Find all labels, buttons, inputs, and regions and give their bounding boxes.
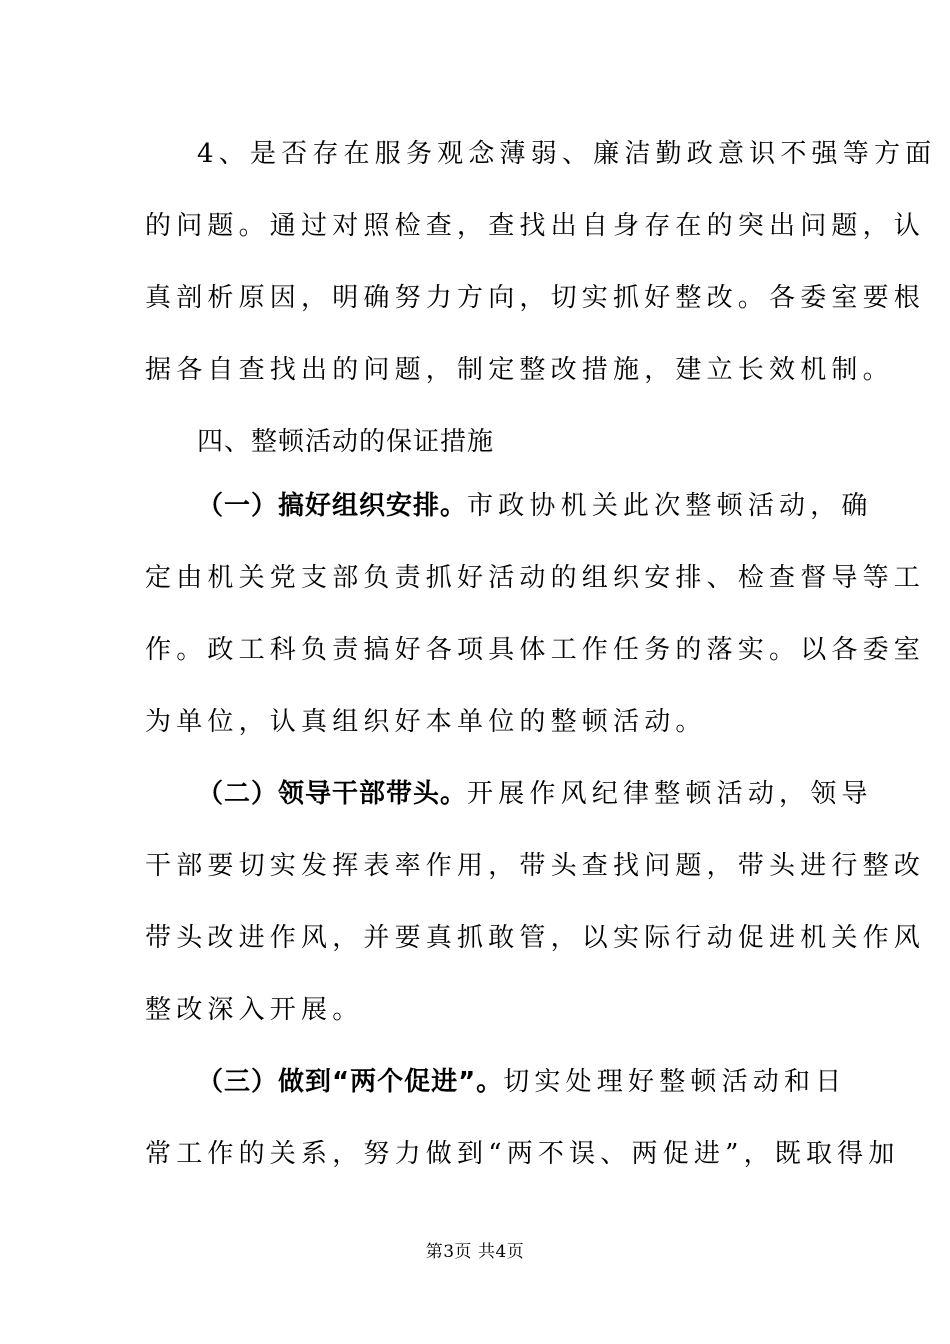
subsection-title: （一）搞好组织安排。 [197,491,468,521]
section-heading: 四、整顿活动的保证措施 [197,427,495,457]
paragraph-text: 市政协机关此次整顿活动，确 [467,491,873,521]
paragraph-line: 带头改进作风，并要真抓敢管，以实际行动促进机关作风 [145,923,926,953]
paragraph-line: 4、是否存在服务观念薄弱、廉洁勤政意识不强等方面 [197,139,937,169]
paragraph-text: 开展作风纪律整顿活动，领导 [467,779,873,809]
paragraph-first-line [197,776,873,812]
paragraph-line: 干部要切实发挥表率作用，带头查找问题，带头进行整改 [145,851,926,881]
paragraph-text: 切实处理好整顿活动和日 [503,1067,847,1097]
subsection-title: （三）做到“两个促进”。 [197,1067,504,1097]
paragraph-line: 的问题。通过对照检查，查找出自身存在的突出问题，认 [145,211,926,241]
paragraph-line: 为单位，认真组织好本单位的整顿活动。 [145,707,707,737]
subsection-title: （二）领导干部带头。 [197,779,468,809]
paragraph-line: 常工作的关系，努力做到“两不误、两促进”，既取得加 [145,1139,900,1169]
paragraph-line: 作。政工科负责搞好各项具体工作任务的落实。以各委室 [145,635,926,665]
paragraph-line: 定由机关党支部负责抓好活动的组织安排、检查督导等工 [145,563,926,593]
page-number-footer: 第3页 共4页 [425,1242,525,1262]
paragraph-line: 整改深入开展。 [145,995,364,1025]
paragraph-first-line [197,488,873,524]
paragraph-line: 据各自查找出的问题，制定整改措施，建立长效机制。 [145,355,894,385]
paragraph-first-line [197,1064,847,1100]
paragraph-line: 真剖析原因，明确努力方向，切实抓好整改。各委室要根 [145,283,926,313]
